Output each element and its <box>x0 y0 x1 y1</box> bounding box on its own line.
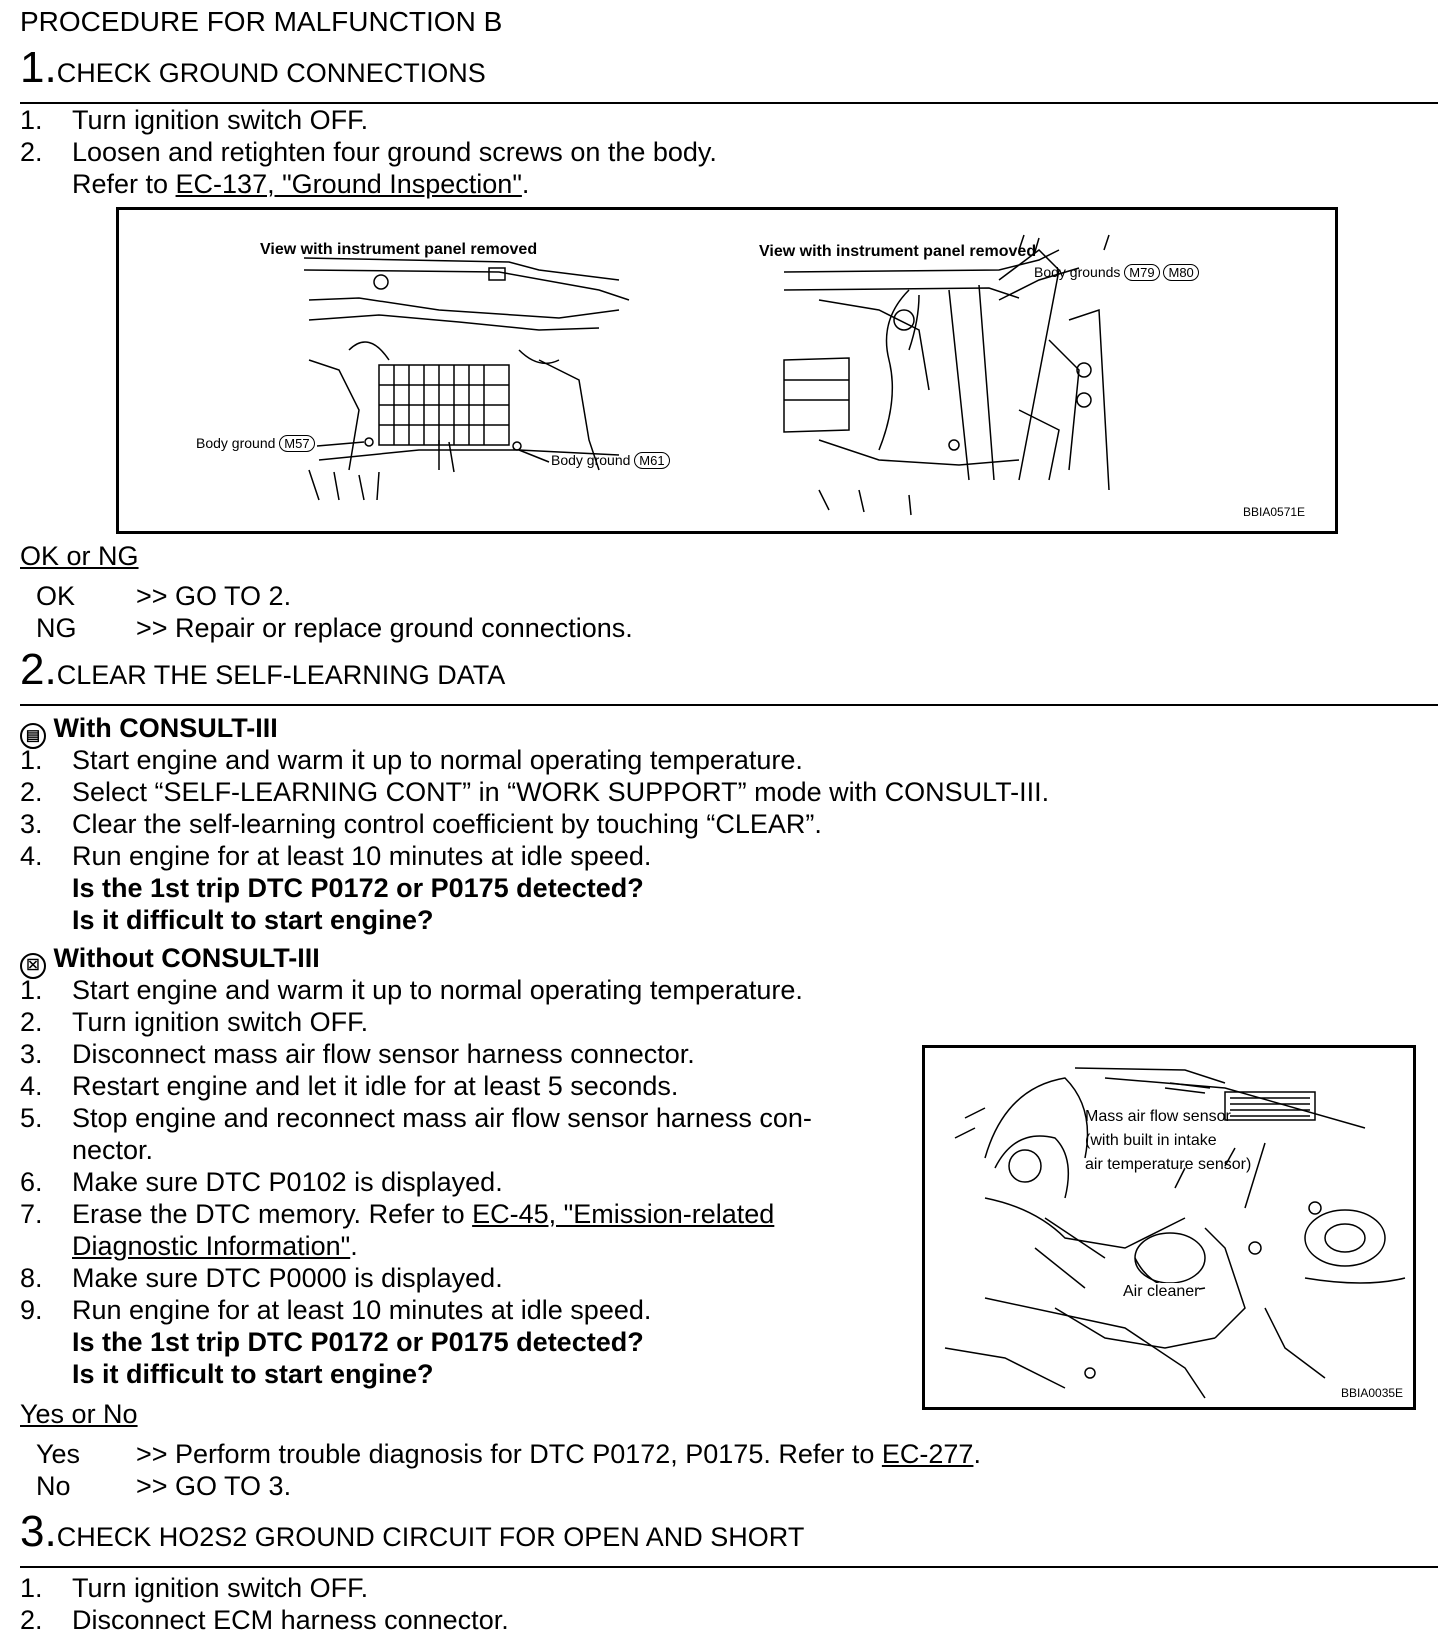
list-item: 8. Make sure DTC P0000 is displayed. <box>20 1263 503 1293</box>
figure-code: BBIA0035E <box>1341 1386 1404 1400</box>
list-item: 4. Restart engine and let it idle for at least 5 seconds. <box>20 1071 679 1101</box>
ec-277-link[interactable]: EC-277 <box>881 1439 974 1469</box>
step-number: 1. <box>20 43 57 92</box>
list-item: 2. Select “SELF-LEARNING CONT” in “WORK SUPPORT” mode with CONSULT-III. <box>20 777 1050 807</box>
question: Is the 1st trip DTC P0172 or P0175 detected? <box>72 1327 644 1357</box>
list-item: 1. Turn ignition switch OFF. <box>20 105 369 135</box>
list-item: 6. Make sure DTC P0102 is displayed. <box>20 1167 503 1197</box>
refer-line: Refer to EC-137, "Ground Inspection". <box>72 169 530 199</box>
result-row: OK >> GO TO 2. <box>36 581 292 611</box>
step-3-heading <box>20 1507 805 1556</box>
list-item: 3. Clear the self-learning control coefficient by touching “CLEAR”. <box>20 809 822 839</box>
body-ground-label: Body ground M61 <box>551 452 670 469</box>
list-item: 9. Run engine for at least 10 minutes at idle speed. <box>20 1295 652 1325</box>
step-divider <box>20 704 1438 706</box>
result-heading: Yes or No <box>20 1399 138 1429</box>
list-item: 2. Disconnect ECM harness connector. <box>20 1605 509 1635</box>
list-item: nector. <box>72 1135 154 1165</box>
question: Is the 1st trip DTC P0172 or P0175 detected? <box>72 873 644 903</box>
step-2-heading <box>20 645 506 694</box>
list-item: 2. Loosen and retighten four ground screws on the body. <box>20 137 717 167</box>
list-item: 7. Erase the DTC memory. Refer to EC-45, "Emission-related <box>20 1199 775 1229</box>
maf-sensor-label: Mass air flow sensor <box>1085 1108 1231 1125</box>
step-title: CLEAR THE SELF-LEARNING DATA <box>56 660 506 690</box>
question: Is it difficult to start engine? <box>72 905 434 935</box>
list-item-continued: Diagnostic Information". <box>72 1231 358 1261</box>
figure-caption-right: View with instrument panel removed <box>759 243 1037 260</box>
without-consult-heading: ☒ Without CONSULT-III <box>20 942 320 979</box>
figure-code: BBIA0571E <box>1243 505 1306 519</box>
maf-sensor-figure <box>922 1045 1416 1410</box>
ground-figure <box>116 207 1338 534</box>
result-row: Yes >> Perform trouble diagnosis for DTC P0172, P0175. Refer to EC-277. <box>36 1439 981 1469</box>
result-heading: OK or NG <box>20 541 139 571</box>
figure-caption-left: View with instrument panel removed <box>260 241 538 258</box>
maf-sensor-label: air temperature sensor) <box>1085 1156 1252 1173</box>
ground-inspection-link[interactable]: EC-137, "Ground Inspection" <box>175 169 522 199</box>
no-consult-icon: ☒ <box>20 953 46 979</box>
list-item: 1. Start engine and warm it up to normal operating temperature. <box>20 975 803 1005</box>
engine-bay-illustration <box>925 1048 1413 1407</box>
step-1-heading <box>20 43 486 92</box>
with-consult-heading: ▤ With CONSULT-III <box>20 712 278 749</box>
consult-icon: ▤ <box>20 723 46 749</box>
step-number: 3. <box>20 1507 57 1556</box>
step-title: CHECK HO2S2 GROUND CIRCUIT FOR OPEN AND SHORT <box>56 1522 805 1552</box>
air-cleaner-label: Air cleaner <box>1123 1283 1200 1300</box>
page-title: PROCEDURE FOR MALFUNCTION B <box>20 6 503 37</box>
list-item: 4. Run engine for at least 10 minutes at idle speed. <box>20 841 652 871</box>
list-item: 1. Turn ignition switch OFF. <box>20 1573 369 1603</box>
list-item: 1. Start engine and warm it up to normal operating temperature. <box>20 745 803 775</box>
result-row: NG >> Repair or replace ground connections. <box>36 613 633 643</box>
list-item: 5. Stop engine and reconnect mass air flow sensor harness con- <box>20 1103 812 1133</box>
question: Is it difficult to start engine? <box>72 1359 434 1389</box>
step-divider <box>20 1566 1438 1568</box>
dashboard-illustration <box>119 210 1335 531</box>
body-ground-label: Body ground M57 <box>196 435 315 452</box>
list-item: 3. Disconnect mass air flow sensor harness connector. <box>20 1039 695 1069</box>
step-number: 2. <box>20 645 57 694</box>
maf-sensor-label: (with built in intake <box>1085 1132 1217 1149</box>
step-title: CHECK GROUND CONNECTIONS <box>56 58 486 88</box>
body-grounds-label: Body grounds M79 M80 <box>1034 264 1199 281</box>
result-row: No >> GO TO 3. <box>36 1471 292 1501</box>
emission-diagnostic-link[interactable]: EC-45, "Emission-related <box>472 1199 775 1229</box>
emission-diagnostic-link[interactable]: Diagnostic Information" <box>72 1231 351 1261</box>
list-item: 2. Turn ignition switch OFF. <box>20 1007 369 1037</box>
